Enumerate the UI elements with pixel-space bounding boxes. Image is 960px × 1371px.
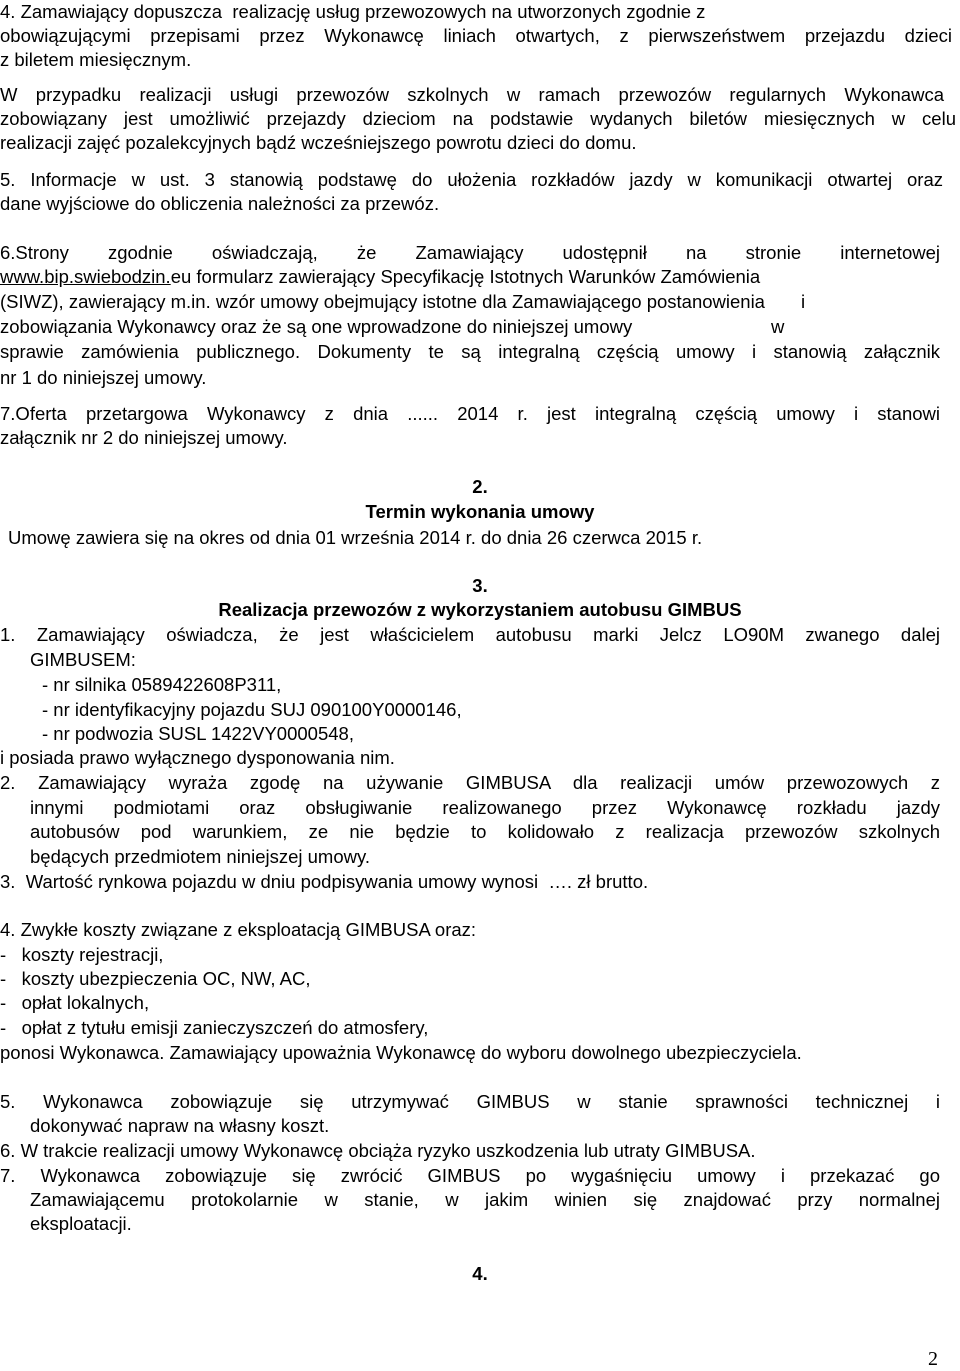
para-6-line: (SIWZ), zawierający m.in. wzór umowy obejmujący istotne dla Zamawiającego postanowienia i — [0, 291, 806, 312]
page-number: 2 — [928, 1348, 938, 1370]
section-3-item-5: 5. Wykonawca zobowiązuje się utrzymywać GIMBUS w stanie sprawności technicznej i — [0, 1091, 940, 1112]
para-6-line: nr 1 do niniejszej umowy. — [0, 367, 207, 388]
section-3-item-3: 3. Wartość rynkowa pojazdu w dniu podpisywania umowy wynosi …. zł brutto. — [0, 871, 649, 892]
para-4-line: W przypadku realizacji usługi przewozów szkolnych w ramach przewozów regularnych Wykonawca — [0, 84, 944, 105]
section-3-item-4-cost: - koszty ubezpieczenia OC, NW, AC, — [0, 968, 311, 989]
section-3-item-7: 7. Wykonawca zobowiązuje się zwrócić GIMBUS po wygaśnięciu umowy i przekazać go — [0, 1165, 940, 1186]
section-3-item-4: ponosi Wykonawca. Zamawiający upoważnia Wykonawcę do wyboru dowolnego ubezpieczyciela. — [0, 1042, 802, 1063]
para-4-line: realizacji zajęć pozalekcyjnych bądź wcześniejszego powrotu dzieci do domu. — [0, 132, 637, 153]
section-2-number: 2. — [472, 476, 488, 497]
section-3-item-1-detail: - nr silnika 0589422608P311, — [42, 674, 282, 695]
section-3-item-1: i posiada prawo wyłącznego dysponowania nim. — [0, 747, 395, 768]
section-4-number: 4. — [472, 1263, 488, 1284]
section-3-item-6: 6. W trakcie realizacji umowy Wykonawcę obciąża ryzyko uszkodzenia lub utraty GIMBUSA. — [0, 1140, 756, 1161]
para-4-line: 4. Zamawiający dopuszcza realizację usług przewozowych na utworzonych zgodnie z — [0, 1, 706, 22]
para-6-line: zobowiązania Wykonawcy oraz że są one wprowadzone do niniejszej umowy w — [0, 316, 785, 337]
para-7-line: załącznik nr 2 do niniejszej umowy. — [0, 427, 288, 448]
section-3-item-2: będących przedmiotem niniejszej umowy. — [30, 846, 371, 867]
para-5-line: 5. Informacje w ust. 3 stanowią podstawę do ułożenia rozkładów jazdy w komunikacji otwartej oraz — [0, 169, 943, 190]
section-3-item-1: 1. Zamawiający oświadcza, że jest właścicielem autobusu marki Jelcz LO90M zwanego dalej — [0, 624, 940, 645]
section-2-text: Umowę zawiera się na okres od dnia 01 września 2014 r. do dnia 26 czerwca 2015 r. — [8, 527, 703, 548]
para-7-line: 7.Oferta przetargowa Wykonawcy z dnia ...... 2014 r. jest integralną częścią umowy i stanowi — [0, 403, 940, 424]
section-3-item-1-detail: - nr podwozia SUSL 1422VY0000548, — [42, 723, 354, 744]
section-3-item-4: 4. Zwykłe koszty związane z eksploatacją GIMBUSA oraz: — [0, 919, 477, 940]
section-3-item-2: innymi podmiotami oraz obsługiwanie realizowanego przez Wykonawcę rozkładu jazdy — [30, 797, 940, 818]
section-3-item-4-cost: - koszty rejestracji, — [0, 944, 164, 965]
website-link[interactable]: www.bip.swiebodzin. — [0, 266, 171, 287]
para-6-line: sprawie zamówienia publicznego. Dokumenty te są integralną częścią umowy i stanowią załącznik — [0, 341, 940, 362]
section-3-item-4-cost: - opłat z tytułu emisji zanieczyszczeń do atmosfery, — [0, 1017, 429, 1038]
section-2-title: Termin wykonania umowy — [365, 501, 595, 522]
section-3-item-4-cost: - opłat lokalnych, — [0, 992, 150, 1013]
section-3-number: 3. — [472, 575, 488, 596]
para-4-line: zobowiązany jest umożliwić przejazdy dzieciom na podstawie wydanych biletów miesięcznych w celu — [0, 108, 956, 129]
para-4-line: obowiązującymi przepisami przez Wykonawcę liniach otwartych, z pierwszeństwem przejazdu dzieci — [0, 25, 952, 46]
para-6-line: www.bip.swiebodzin.eu formularz zawierający Specyfikację Istotnych Warunków Zamówienia — [0, 266, 761, 287]
section-3-item-7: eksploatacji. — [30, 1213, 132, 1234]
para-5-line: dane wyjściowe do obliczenia należności za przewóz. — [0, 193, 440, 214]
section-3-item-7: Zamawiającemu protokolarnie w stanie, w jakim winien się znajdować przy normalnej — [30, 1189, 940, 1210]
section-3-title: Realizacja przewozów z wykorzystaniem autobusu GIMBUS — [218, 599, 742, 620]
section-3-item-5: dokonywać napraw na własny koszt. — [30, 1115, 330, 1136]
para-6-line: 6.Strony zgodnie oświadczają, że Zamawiający udostępnił na stronie internetowej — [0, 242, 940, 263]
section-3-item-2: autobusów pod warunkiem, ze nie będzie to kolidowało z realizacja przewozów szkolnych — [30, 821, 940, 842]
section-3-item-1: GIMBUSEM: — [30, 649, 136, 670]
section-3-item-2: 2. Zamawiający wyraża zgodę na używanie GIMBUSA dla realizacji umów przewozowych z — [0, 772, 940, 793]
section-3-item-1-detail: - nr identyfikacyjny pojazdu SUJ 090100Y0000146, — [42, 699, 462, 720]
para-4-line: z biletem miesięcznym. — [0, 49, 192, 70]
